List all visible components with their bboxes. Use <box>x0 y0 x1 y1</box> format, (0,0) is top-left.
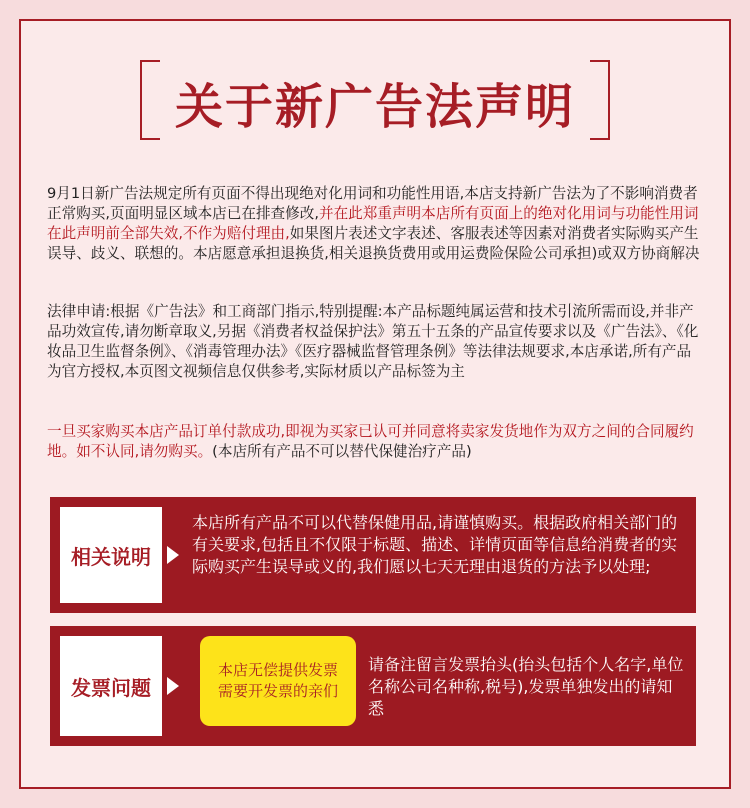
related-text: 本店所有产品不可以代替保健用品,请谨慎购买。根据政府相关部门的有关要求,包括且不仅限于标题、描述、详情页面等信息给消费者的实际购买产生误导或义的,我们愿以七天无理由退货的方法予以处理; <box>192 513 678 576</box>
info-box-related <box>50 497 696 613</box>
info-box-invoice <box>50 626 696 746</box>
legal-paragraph: 法律申请:根据《广告法》和工商部门指示,特别提醒:本产品标题纯属运营和技术引流所需而设,并非产品功效宣传,请勿断章取义,另据《消费者权益保护法》第五十五条的产品宣传要求以及《广告法》、《化妆品卫生监督条例》、《消毒管理办法》《医疗器械监督管理条例》等法律法规要求,本店承诺,所有产品为官方授权,本页图文视频信息仅供参考,实际材质以产品标签为主 <box>47 303 699 380</box>
notice-1-text-highlight: 并在此郑重声明本店所有页面上的绝对化用词与功能性用词在此声明前全部失效,不作为赔付理由, <box>47 205 699 242</box>
related-arrow-icon <box>167 546 179 564</box>
invoice-highlight-card <box>200 636 356 726</box>
invoice-label-card <box>60 636 162 736</box>
related-label-card <box>60 507 162 603</box>
notice-paragraph-3 <box>47 422 703 462</box>
invoice-highlight-line-1: 本店无偿提供发票 <box>217 661 338 679</box>
related-label: 相关说明 <box>71 544 151 569</box>
title-block <box>140 60 610 140</box>
page-title: 关于新广告法声明 <box>174 79 575 135</box>
notice-paragraph-1 <box>47 184 703 264</box>
notice-1-text-a: 9月1日新广告法规定所有页面不得出现绝对化用词和功能性用语,本店支持新广告法为了不影响消费者正常购买,页面明显区域本店已在排查修改, <box>47 185 698 222</box>
invoice-text: 请备注留言发票抬头(抬头包括个人名字,单位名称公司名种称,税号),发票单独发出的请知悉 <box>368 655 684 718</box>
notice-1-text-b: 如果图片表述文字表述、客服表述等因素对消费者实际购买产生误导、歧义、联想的。本店愿意承担退换货,相关退换货费用或用运费险保险公司承担)或双方协商解决 <box>47 225 700 262</box>
notice-3-text-highlight: 一旦买家购买本店产品订单付款成功,即视为买家已认可并同意将卖家发货地作为双方之间的合同履约地。如不认同,请勿购买。 <box>47 423 694 460</box>
notice-3-text-b: (本店所有产品不可以替代保健治疗产品) <box>212 443 472 460</box>
invoice-highlight-line-2: 需要开发票的亲们 <box>217 682 338 700</box>
invoice-arrow-icon <box>167 677 179 695</box>
invoice-label: 发票问题 <box>71 675 151 700</box>
